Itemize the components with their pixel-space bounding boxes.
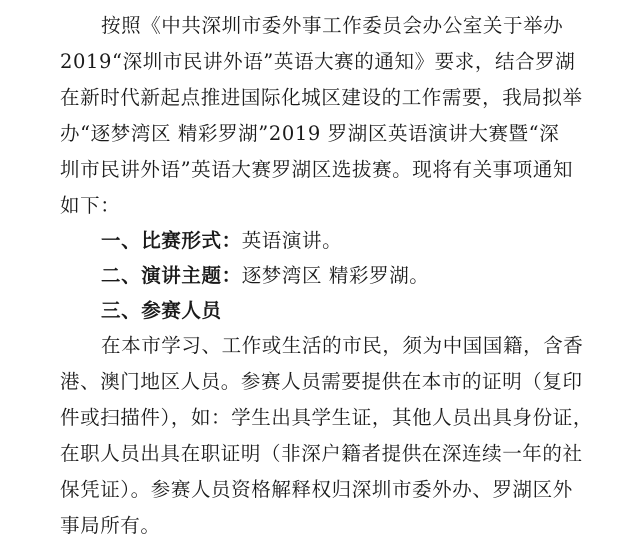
section-heading: 三、参赛人员 xyxy=(101,299,222,322)
participants-line-5: 保凭证）。参赛人员资格解释权归深圳市委外办、罗湖区外 xyxy=(60,478,573,501)
intro-line-4: 办“逐梦湾区 精彩罗湖”2019 罗湖区英语演讲大赛暨“深 xyxy=(60,122,560,145)
intro-line-3: 在新时代新起点推进国际化城区建设的工作需要，我局拟举 xyxy=(60,86,583,109)
participants-line-1: 在本市学习、工作或生活的市民，须为中国国籍，含香 xyxy=(101,334,584,357)
participants-line-3: 件或扫描件），如：学生出具学生证，其他人员出具身份证， xyxy=(60,406,593,429)
participants-line-2: 港、澳门地区人员。参赛人员需要提供在本市的证明（复印 xyxy=(60,370,583,393)
intro-line-5: 圳市民讲外语”英语大赛罗湖区选拔赛。现将有关事项通知 xyxy=(60,158,574,181)
intro-line-2: 2019“深圳市民讲外语”英语大赛的通知》要求，结合罗湖 xyxy=(60,50,576,73)
section-heading: 一、比赛形式： xyxy=(101,229,242,252)
section-competition-format xyxy=(101,229,618,253)
section-participants xyxy=(101,299,618,323)
participants-line-4: 在职人员出具在职证明（非深户籍者提供在深连续一年的社 xyxy=(60,442,583,465)
section-text: 英语演讲。 xyxy=(241,229,343,252)
intro-line-6: 如下： xyxy=(60,194,121,217)
section-text: 逐梦湾区 精彩罗湖。 xyxy=(241,264,430,287)
intro-line-1: 按照《中共深圳市委外事工作委员会办公室关于举办 xyxy=(101,14,564,37)
section-speech-theme xyxy=(101,264,618,288)
section-heading: 二、演讲主题： xyxy=(101,264,242,287)
participants-line-6: 事局所有。 xyxy=(60,514,161,537)
